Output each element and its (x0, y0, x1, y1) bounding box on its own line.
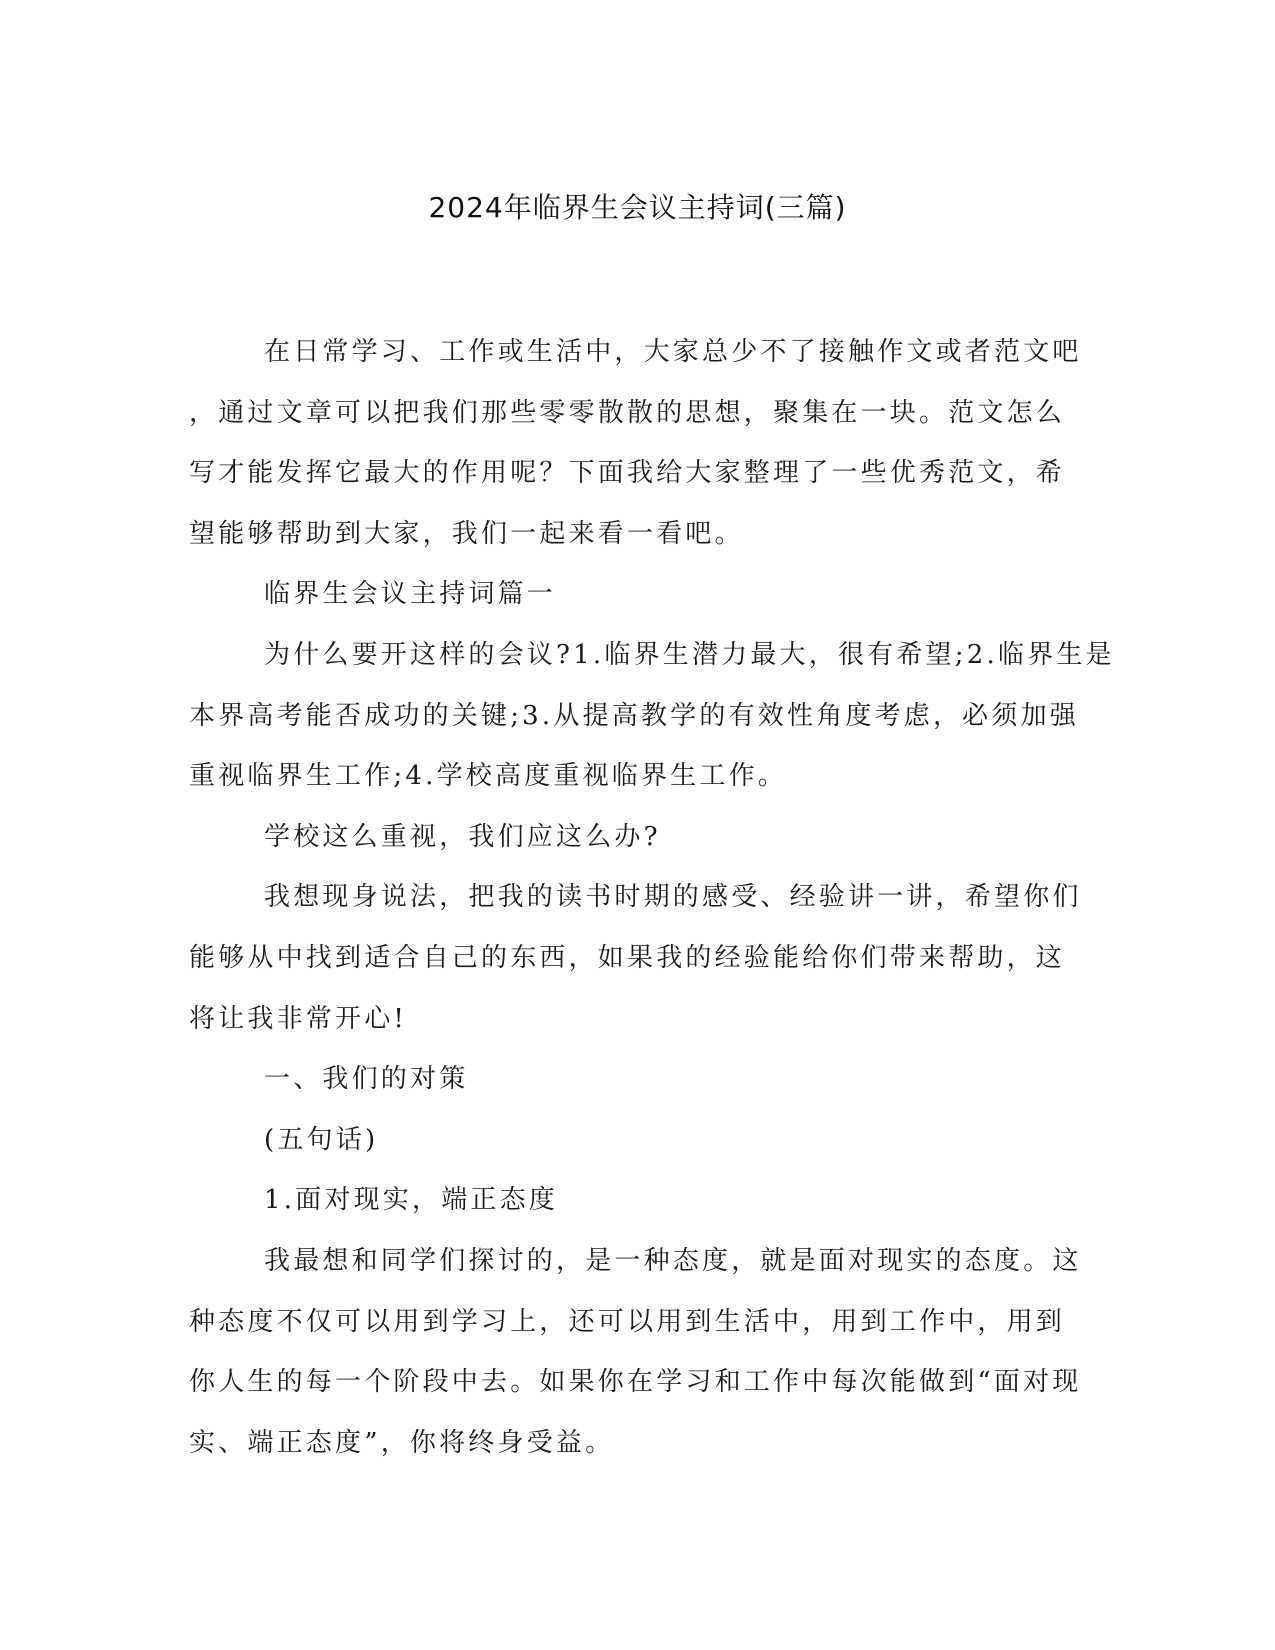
body-line: 你人生的每一个阶段中去。如果你在学习和工作中每次能做到“面对现 (189, 1367, 1082, 1398)
body-line: 望能够帮助到大家，我们一起来看一看吧。 (189, 518, 744, 549)
body-line: 本界高考能否成功的关键;3.从提高教学的有效性角度考虑，必须加强 (189, 700, 1079, 731)
subsection-heading: 1.面对现实，端正态度 (264, 1185, 559, 1216)
body-line: 我最想和同学们探讨的，是一种态度，就是面对现实的态度。这 (264, 1245, 1082, 1276)
body-line: 为什么要开这样的会议?1.临界生潜力最大，很有希望;2.临界生是 (264, 639, 1115, 670)
section-heading: 临界生会议主持词篇一 (264, 579, 557, 610)
body-line: 种态度不仅可以用到学习上，还可以用到生活中，用到工作中，用到 (189, 1306, 1066, 1337)
body-line: ，通过文章可以把我们那些零零散散的思想，聚集在一块。范文怎么 (189, 397, 1066, 428)
body-line: 实、端正态度”，你将终身受益。 (189, 1427, 615, 1458)
body-line: 将让我非常开心! (189, 1003, 408, 1034)
body-line: 能够从中找到适合自己的东西，如果我的经验能给你们带来帮助，这 (189, 942, 1066, 973)
body-line: 重视临界生工作;4.学校高度重视临界生工作。 (189, 761, 787, 792)
body-line: 我想现身说法，把我的读书时期的感受、经验讲一讲，希望你们 (264, 882, 1082, 913)
body-line: 学校这么重视，我们应这么办? (264, 821, 661, 852)
body-line: 写才能发挥它最大的作用呢？下面我给大家整理了一些优秀范文，希 (189, 458, 1066, 489)
body-line: (五句话) (264, 1124, 379, 1155)
document-body (189, 322, 1115, 1473)
document-title: 2024年临界生会议主持词(三篇) (428, 191, 847, 224)
subsection-heading: 一、我们的对策 (264, 1064, 469, 1095)
body-line: 在日常学习、工作或生活中，大家总少不了接触作文或者范文吧 (264, 337, 1082, 367)
